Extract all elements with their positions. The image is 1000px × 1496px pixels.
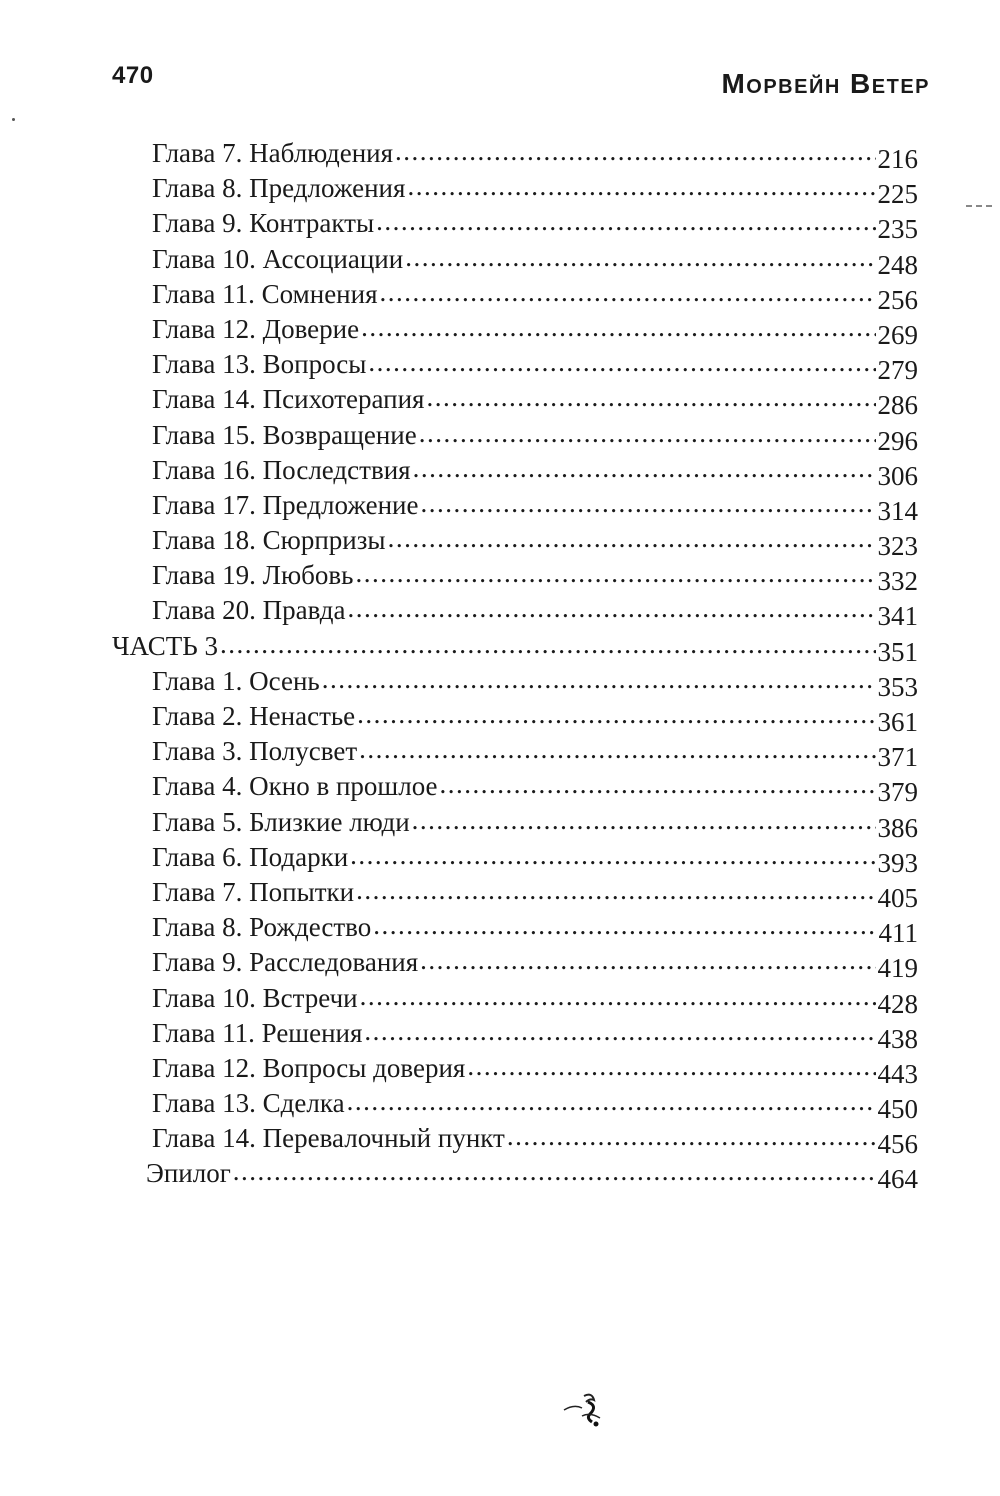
toc-entry — [112, 699, 918, 737]
toc-dot-leader — [356, 873, 875, 908]
toc-entry — [112, 769, 918, 808]
toc-entry-page: 332 — [877, 566, 918, 597]
toc-entry-title: Глава 14. Перевалочный пункт — [152, 1123, 505, 1154]
toc-dot-leader — [368, 345, 875, 380]
toc-entry-page: 353 — [877, 671, 918, 702]
toc-dot-leader — [220, 627, 876, 662]
toc-entry-title: Глава 10. Ассоциации — [152, 243, 404, 274]
toc-entry-title: ЧАСТЬ 3 — [112, 630, 218, 661]
toc-entry-page: 341 — [877, 601, 918, 632]
toc-dot-leader — [420, 943, 875, 978]
toc-dot-leader — [507, 1119, 876, 1154]
toc-dot-leader — [419, 416, 876, 451]
toc-entry — [112, 171, 918, 210]
printers-ornament-icon — [560, 1388, 610, 1428]
toc-dot-leader — [350, 838, 875, 873]
toc-entry — [112, 136, 918, 174]
page-number: 470 — [112, 62, 154, 89]
toc-entry — [112, 558, 918, 597]
toc-entry-page: 379 — [877, 777, 918, 808]
toc-entry-title: Глава 9. Контракты — [152, 208, 375, 239]
toc-entry-page: 323 — [877, 531, 918, 562]
toc-entry-page: 306 — [877, 460, 918, 491]
toc-entry-page: 296 — [877, 425, 918, 456]
toc-entry — [112, 875, 918, 913]
table-of-contents — [112, 136, 918, 1195]
toc-dot-leader — [467, 1049, 875, 1084]
toc-entry-title: Глава 16. Последствия — [152, 454, 411, 485]
toc-entry — [112, 488, 918, 526]
toc-dot-leader — [347, 591, 875, 626]
toc-entry — [112, 382, 918, 421]
toc-dot-leader — [360, 979, 876, 1014]
toc-entry-page: 235 — [877, 214, 918, 245]
toc-entry-title: Глава 1. Осень — [152, 665, 320, 696]
toc-entry — [112, 981, 918, 1019]
toc-entry-title: Глава 13. Сделка — [152, 1088, 345, 1119]
toc-entry-page: 248 — [877, 249, 918, 280]
toc-entry-page: 386 — [877, 812, 918, 843]
toc-dot-leader — [407, 169, 875, 204]
toc-entry-title: Глава 12. Вопросы доверия — [152, 1052, 466, 1083]
toc-dot-leader — [440, 767, 876, 802]
toc-dot-leader — [412, 803, 876, 838]
toc-dot-leader — [413, 451, 876, 486]
toc-entry-page: 438 — [877, 1023, 918, 1054]
scan-mark — [966, 205, 992, 209]
toc-entry — [112, 805, 918, 843]
toc-entry-title: Глава 18. Сюрпризы — [152, 525, 386, 556]
toc-entry-title: Глава 12. Доверие — [152, 313, 360, 344]
toc-entry — [112, 242, 918, 280]
toc-entry — [112, 347, 918, 386]
toc-entry — [112, 840, 918, 878]
toc-entry-page: 269 — [877, 319, 918, 350]
toc-entry-title: Глава 11. Решения — [152, 1017, 363, 1048]
running-head: Морвейн Ветер — [721, 68, 930, 99]
toc-dot-leader — [395, 134, 875, 169]
toc-entry-title: Глава 3. Полусвет — [152, 736, 358, 767]
toc-entry-title: Глава 15. Возвращение — [152, 419, 417, 450]
toc-entry-title: Глава 9. Расследования — [152, 947, 419, 978]
toc-entry-page: 393 — [877, 847, 918, 878]
toc-entry-page: 450 — [877, 1094, 918, 1125]
toc-entry-page: 443 — [877, 1058, 918, 1089]
toc-entry-title: Глава 13. Вопросы — [152, 349, 367, 380]
toc-entry-page: 371 — [877, 742, 918, 773]
toc-entry-page: 225 — [877, 179, 918, 210]
toc-dot-leader — [380, 275, 876, 310]
toc-entry-page: 405 — [877, 882, 918, 913]
toc-entry — [112, 523, 918, 562]
toc-entry-title: Глава 19. Любовь — [152, 560, 354, 591]
toc-dot-leader — [364, 1014, 875, 1049]
toc-entry — [112, 593, 918, 632]
toc-entry-title: Глава 20. Правда — [152, 595, 346, 626]
toc-entry — [112, 1051, 918, 1089]
toc-entry-page: 456 — [877, 1129, 918, 1160]
toc-entry-title: Глава 14. Психотерапия — [152, 384, 425, 415]
toc-entry-page: 286 — [877, 390, 918, 421]
toc-dot-leader — [373, 908, 876, 943]
toc-entry — [112, 1121, 918, 1160]
toc-dot-leader — [357, 697, 875, 732]
toc-entry-title: Глава 8. Рождество — [152, 912, 372, 943]
toc-entry-page: 428 — [877, 988, 918, 1019]
toc-entry-title: Глава 5. Близкие люди — [152, 806, 410, 837]
toc-dot-leader — [376, 204, 875, 239]
toc-entry — [112, 1156, 918, 1195]
toc-dot-leader — [233, 1154, 876, 1189]
toc-entry — [112, 453, 918, 491]
toc-entry-title: Глава 7. Попытки — [152, 876, 355, 907]
toc-entry-title: Глава 11. Сомнения — [152, 278, 378, 309]
toc-dot-leader — [405, 240, 875, 275]
toc-entry-page: 256 — [877, 284, 918, 315]
scan-speck — [12, 118, 15, 121]
toc-entry — [112, 629, 918, 667]
toc-dot-leader — [361, 310, 875, 345]
toc-entry-page: 419 — [877, 953, 918, 984]
toc-dot-leader — [426, 380, 875, 415]
toc-dot-leader — [359, 732, 875, 767]
toc-entry-title: Глава 7. Наблюдения — [152, 138, 394, 168]
toc-entry-title: Глава 8. Предложения — [152, 173, 406, 204]
toc-entry-page: 361 — [877, 707, 918, 737]
toc-entry — [112, 418, 918, 456]
toc-dot-leader — [322, 662, 876, 697]
toc-entry — [112, 664, 918, 702]
toc-entry-title: Глава 2. Ненастье — [152, 701, 356, 731]
toc-entry-title: Эпилог — [146, 1158, 231, 1189]
toc-entry-page: 464 — [877, 1164, 918, 1195]
toc-entry — [112, 312, 918, 350]
toc-entry-page: 216 — [877, 144, 918, 174]
toc-dot-leader — [347, 1084, 876, 1119]
toc-entry-page: 279 — [877, 355, 918, 386]
toc-dot-leader — [388, 521, 876, 556]
toc-entry — [112, 1016, 918, 1054]
toc-entry-page: 314 — [877, 495, 918, 526]
toc-entry — [112, 734, 918, 773]
toc-entry-page: 411 — [878, 918, 918, 949]
toc-entry — [112, 277, 918, 315]
toc-entry-title: Глава 6. Подарки — [152, 841, 349, 872]
toc-entry-title: Глава 17. Предложение — [152, 489, 419, 520]
toc-entry — [112, 910, 918, 949]
toc-dot-leader — [355, 556, 875, 591]
toc-entry — [112, 945, 918, 984]
toc-dot-leader — [421, 486, 876, 521]
toc-entry-page: 351 — [877, 636, 918, 667]
toc-entry — [112, 1086, 918, 1125]
toc-entry-title: Глава 4. Окно в прошлое — [152, 771, 438, 802]
toc-entry — [112, 206, 918, 245]
toc-entry-title: Глава 10. Встречи — [152, 982, 358, 1013]
